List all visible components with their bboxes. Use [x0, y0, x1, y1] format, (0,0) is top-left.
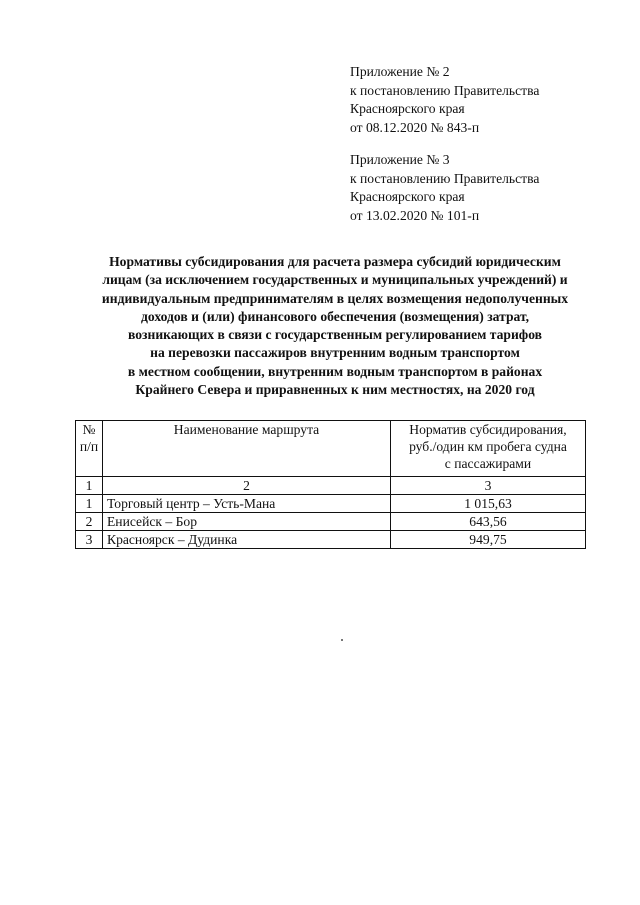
norm-value: 949,75 — [391, 531, 586, 549]
scan-speck — [341, 639, 343, 641]
route-name: Торговый центр – Усть-Мана — [103, 495, 391, 513]
header-norm — [391, 421, 586, 477]
title-line: возникающих в связи с государственным регулированием тарифов — [127, 327, 543, 343]
table-row — [76, 495, 586, 513]
appendix-original-header — [350, 151, 539, 225]
header-number-sign: № — [82, 422, 96, 437]
table-header-row — [76, 421, 586, 477]
row-number: 2 — [76, 513, 103, 531]
appendix-region-line: Красноярского края — [350, 101, 465, 116]
header-norm-line: руб./один км пробега судна — [409, 439, 567, 454]
norm-value: 1 015,63 — [391, 495, 586, 513]
column-number: 3 — [391, 477, 586, 495]
appendix-current-header — [350, 63, 539, 137]
appendix-resolution-line: к постановлению Правительства — [350, 82, 540, 98]
column-number-row — [76, 477, 586, 495]
header-route: Наименование маршрута — [103, 421, 391, 477]
column-number: 1 — [76, 477, 103, 495]
header-norm-line: Норматив субсидирования, — [409, 422, 567, 437]
header-number — [76, 421, 103, 477]
title-line: доходов и (или) финансового обеспечения (возмещения) затрат, — [140, 308, 530, 324]
table-row — [76, 531, 586, 549]
document-title — [60, 253, 610, 399]
row-number: 3 — [76, 531, 103, 549]
header-norm-line: с пассажирами — [444, 456, 532, 471]
column-number: 2 — [103, 477, 391, 495]
title-line: Нормативы субсидирования для расчета размера субсидий юридическим — [109, 254, 561, 269]
title-line: на перевозки пассажиров внутренним водным транспортом — [150, 345, 520, 361]
table-row — [76, 513, 586, 531]
title-line: Крайнего Севера и приравненных к ним местностях, на 2020 год — [135, 382, 535, 398]
route-name: Енисейск – Бор — [103, 513, 391, 531]
title-line: в местном сообщении, внутренним водным транспортом в районах — [127, 363, 543, 379]
title-line: лицам (за исключением государственных и муниципальных учреждений) и — [102, 272, 568, 288]
appendix-resolution-line: к постановлению Правительства — [350, 170, 540, 186]
row-number: 1 — [76, 495, 103, 513]
appendix-date-line: от 08.12.2020 № 843-п — [350, 119, 480, 135]
appendix-label: Приложение № 2 — [350, 64, 450, 79]
appendix-region-line: Красноярского края — [350, 189, 465, 204]
route-name: Красноярск – Дудинка — [103, 531, 391, 549]
title-line: индивидуальным предпринимателям в целях возмещения недополученных — [101, 290, 569, 306]
appendix-label: Приложение № 3 — [350, 152, 450, 167]
appendix-date-line: от 13.02.2020 № 101-п — [350, 207, 480, 223]
norm-value: 643,56 — [391, 513, 586, 531]
header-number-abbr: п/п — [79, 439, 99, 454]
subsidy-norms-table — [75, 420, 586, 549]
